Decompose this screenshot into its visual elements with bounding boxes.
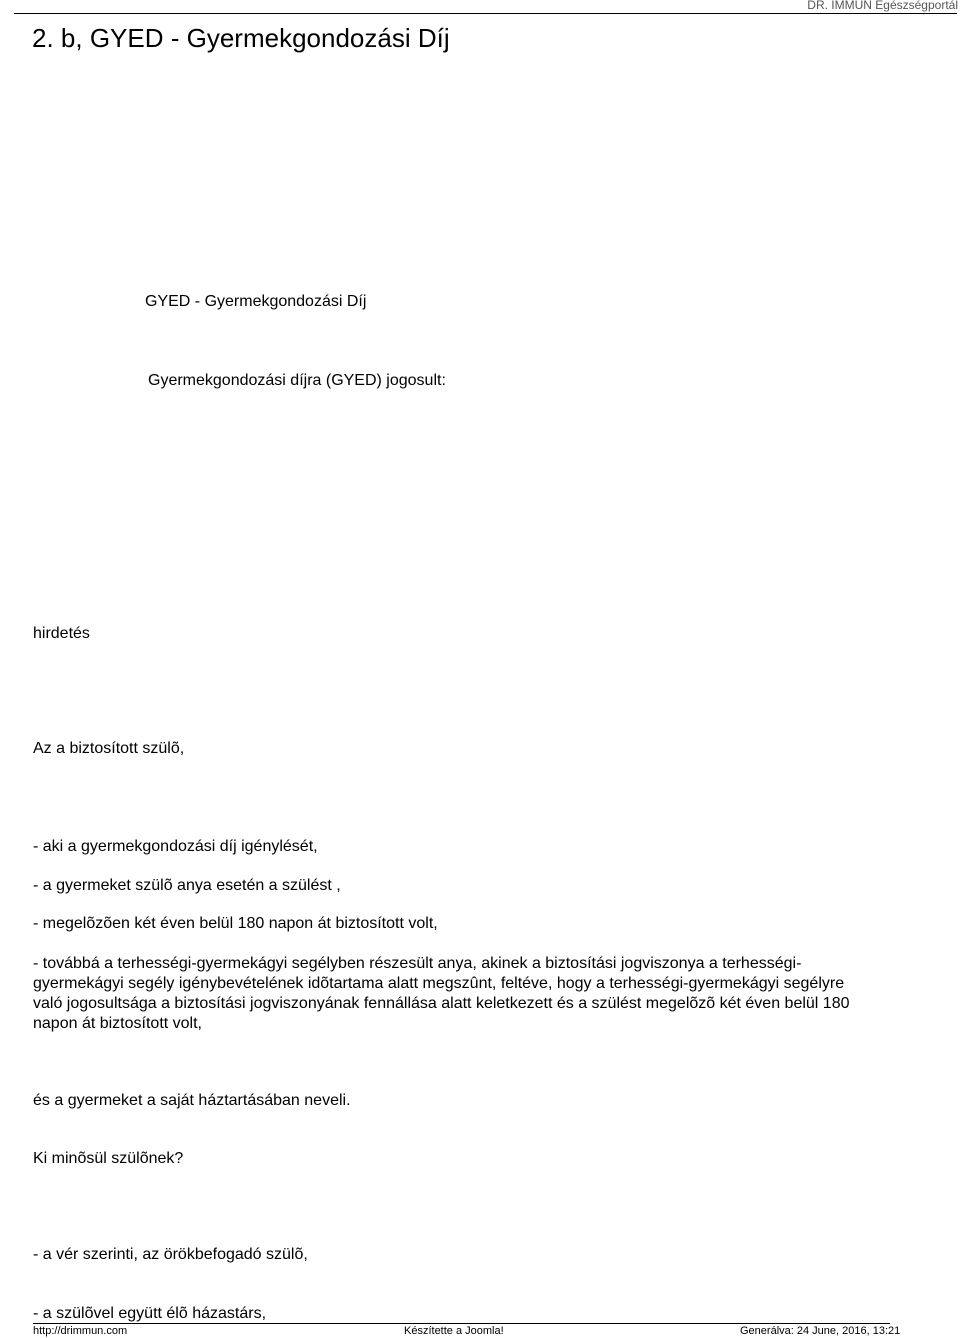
condition-line: - a gyermeket szülõ anya esetén a szülést , [33, 877, 341, 894]
condition-line: - megelõzõen két éven belül 180 napon át biztosított volt, [33, 915, 438, 932]
ad-label: hirdetés [33, 625, 90, 642]
long-condition-line: - továbbá a terhességi-gyermekágyi segélyben részesült anya, akinek a biztosítási jogviszonya a terhességi- [33, 955, 802, 972]
parent-line: - a vér szerinti, az örökbefogadó szülõ, [33, 1246, 308, 1263]
question-text: Ki minõsül szülõnek? [33, 1150, 184, 1167]
header-rule [14, 13, 957, 14]
footer-url-link[interactable]: http://drimmun.com [33, 1325, 128, 1337]
site-name: DR. IMMUN Egészségportál [807, 0, 958, 12]
condition-line: - aki a gyermekgondozási díj igénylését, [33, 838, 318, 855]
article-heading: GYED - Gyermekgondozási Díj [145, 293, 367, 310]
long-condition-line: való jogosultsága a biztosítási jogviszonyának fennállása alatt keletkezett és a szülést megelõzõ két éven belül 180 [33, 995, 850, 1012]
page-title: 2. b, GYED - Gyermekgondozási Díj [32, 23, 450, 53]
household-text: és a gyermeket a saját háztartásában neveli. [33, 1092, 351, 1109]
footer-generated: Generálva: 24 June, 2016, 13:21 [740, 1325, 901, 1337]
long-condition-line: napon át biztosított volt, [33, 1015, 202, 1032]
article-subheading: Gyermekgondozási díjra (GYED) jogosult: [148, 372, 446, 389]
intro-text: Az a biztosított szülõ, [33, 740, 185, 757]
long-condition-line: gyermekágyi segély igénybevételének idõtartama alatt megszûnt, feltéve, hogy a terhességi-gyermekágyi segélyre [33, 975, 845, 992]
parent-line: - a szülõvel együtt élõ házastárs, [33, 1305, 267, 1322]
footer-made-with: Készítette a Joomla! [404, 1325, 504, 1337]
